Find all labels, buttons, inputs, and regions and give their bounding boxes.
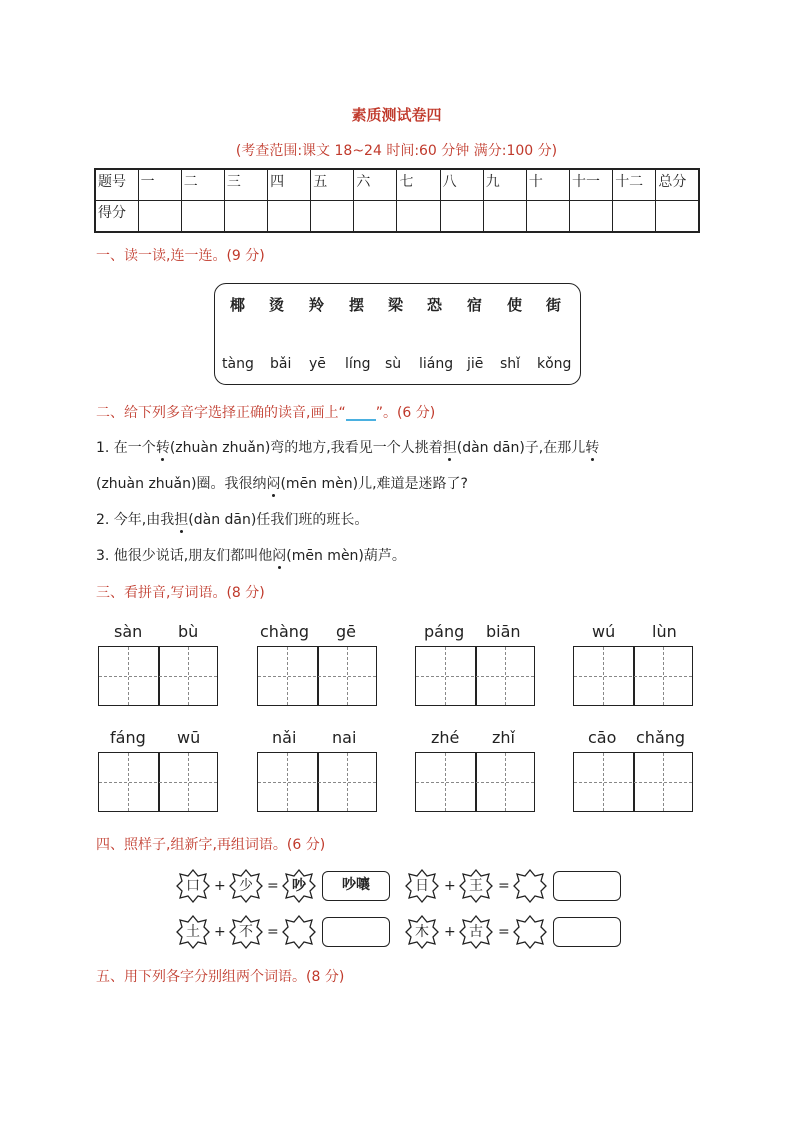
tianzige-box[interactable] (415, 646, 535, 706)
compose-char: 王 (469, 878, 483, 894)
star-shape-char (176, 915, 210, 949)
match-pinyin[interactable]: shǐ (500, 356, 521, 372)
word-pinyin: gē (336, 622, 356, 641)
compose-char: 少 (239, 878, 253, 894)
word-pinyin: bù (178, 622, 199, 641)
match-hanzi[interactable]: 烫 (269, 296, 285, 314)
q1-dotted-char: 担 (442, 440, 457, 456)
equals-sign: = (498, 878, 510, 894)
answer-underline-sample (346, 405, 376, 421)
section-2-heading-post: ”。(6 分) (375, 405, 436, 421)
example-word-box: 吵嚷 (322, 871, 390, 901)
match-pinyin[interactable]: kǒng (537, 356, 572, 372)
star-shape-answer[interactable] (513, 915, 547, 949)
star-shape-answer[interactable] (513, 869, 547, 903)
word-pinyin: wú (592, 622, 616, 641)
score-cell[interactable] (656, 201, 699, 233)
score-cell[interactable] (526, 201, 569, 233)
star-shape-char (176, 869, 210, 903)
score-cell[interactable] (440, 201, 483, 233)
section-4-heading: 四、照样子,组新字,再组词语。(6 分) (96, 837, 326, 853)
q1-dotted-char: 转 (585, 440, 600, 456)
compose-char: 土 (186, 924, 200, 940)
match-pinyin[interactable]: sù (385, 356, 402, 372)
score-table-score-row (95, 201, 699, 233)
word-pinyin: nai (332, 728, 357, 747)
match-pinyin[interactable]: tàng (222, 356, 254, 372)
score-cell[interactable] (224, 201, 267, 233)
word-pinyin: páng (424, 622, 465, 641)
word-pinyin: sàn (114, 622, 143, 641)
score-cell[interactable] (311, 201, 354, 233)
word-pinyin: lùn (652, 622, 677, 641)
compose-char: 木 (415, 924, 429, 940)
star-shape-char (459, 915, 493, 949)
match-box (214, 283, 581, 385)
q1-text: 1. 在一个 (96, 440, 156, 456)
star-shape-char (282, 869, 316, 903)
tianzige-box[interactable] (415, 752, 535, 812)
match-pinyin[interactable]: liáng (419, 356, 454, 372)
score-cell[interactable] (397, 201, 440, 233)
tianzige-box[interactable] (573, 646, 693, 706)
q1-text[interactable]: (mēn mèn)儿,难道是迷路了? (280, 476, 468, 492)
plus-sign: + (444, 924, 456, 940)
plus-sign: + (444, 878, 456, 894)
star-shape-char (229, 869, 263, 903)
score-header-cell: 三 (224, 169, 267, 201)
score-header-cell: 十二 (613, 169, 656, 201)
match-hanzi[interactable]: 梁 (388, 296, 404, 314)
word-pinyin: zhǐ (492, 728, 515, 747)
word-pinyin: fáng (110, 728, 146, 747)
q3-text: 3. 他很少说话,朋友们都叫他 (96, 548, 273, 564)
q1-text[interactable]: (dàn dān)子,在那儿 (456, 440, 586, 456)
section-1-heading: 一、读一读,连一连。(9 分) (96, 248, 265, 264)
tianzige-box[interactable] (98, 646, 218, 706)
answer-word-box[interactable] (322, 917, 390, 947)
score-cell[interactable] (570, 201, 613, 233)
star-shape-char (459, 869, 493, 903)
match-pinyin[interactable]: líng (345, 356, 371, 372)
match-hanzi[interactable]: 使 (507, 296, 523, 314)
score-header-cell: 八 (440, 169, 483, 201)
score-header-cell: 总分 (656, 169, 699, 201)
score-header-cell: 题号 (95, 169, 138, 201)
match-hanzi[interactable]: 宿 (467, 296, 483, 314)
score-header-cell: 五 (311, 169, 354, 201)
score-header-cell: 二 (181, 169, 224, 201)
q1-dotted-char: 闷 (266, 476, 281, 492)
word-pinyin: chàng (260, 622, 310, 641)
q3-dotted-char: 闷 (272, 548, 287, 564)
tianzige-box[interactable] (257, 752, 377, 812)
q3-text[interactable]: (mēn mèn)葫芦。 (286, 548, 406, 564)
compose-char: 口 (186, 878, 200, 894)
score-header-cell: 十 (526, 169, 569, 201)
word-pinyin: cāo (588, 728, 617, 747)
equals-sign: = (267, 878, 279, 894)
polyphone-q1-line2 (96, 473, 716, 493)
tianzige-box[interactable] (98, 752, 218, 812)
match-hanzi[interactable]: 椰 (230, 296, 246, 314)
match-hanzi[interactable]: 摆 (349, 296, 365, 314)
score-row-label: 得分 (95, 201, 138, 233)
match-pinyin[interactable]: jiē (467, 356, 484, 372)
star-shape-char (405, 915, 439, 949)
answer-word-box[interactable] (553, 917, 621, 947)
equals-sign: = (498, 924, 510, 940)
q1-text[interactable]: (zhuàn zhuǎn)弯的地方,我看见一个人挑着 (169, 440, 443, 456)
word-pinyin: wū (177, 728, 201, 747)
match-pinyin[interactable]: yē (309, 356, 326, 372)
score-table (94, 168, 700, 233)
q1-text[interactable]: (zhuàn zhuǎn)圈。我很纳 (96, 476, 267, 492)
score-header-cell: 一 (138, 169, 181, 201)
score-cell[interactable] (483, 201, 526, 233)
score-header-cell: 四 (268, 169, 311, 201)
match-hanzi[interactable]: 街 (546, 296, 562, 314)
score-table-header-row (95, 169, 699, 201)
score-cell[interactable] (181, 201, 224, 233)
match-hanzi[interactable]: 恐 (427, 296, 443, 314)
score-cell[interactable] (354, 201, 397, 233)
compose-char: 古 (469, 924, 483, 940)
page-title: 素质测试卷四 (351, 106, 442, 124)
score-cell[interactable] (268, 201, 311, 233)
score-header-cell: 十一 (570, 169, 613, 201)
plus-sign: + (214, 924, 226, 940)
section-5-heading: 五、用下列各字分别组两个词语。(8 分) (96, 969, 345, 985)
word-pinyin: chǎng (636, 728, 686, 747)
q2-dotted-char: 担 (174, 512, 189, 528)
polyphone-q2 (96, 509, 368, 529)
match-hanzi[interactable]: 羚 (309, 296, 325, 314)
score-header-cell: 七 (397, 169, 440, 201)
compose-char: 日 (415, 878, 429, 894)
equals-sign: = (267, 924, 279, 940)
plus-sign: + (214, 878, 226, 894)
score-cell[interactable] (138, 201, 181, 233)
compose-char: 不 (239, 924, 253, 940)
tianzige-box[interactable] (573, 752, 693, 812)
match-pinyin[interactable]: bǎi (270, 356, 292, 372)
star-shape-char (229, 915, 263, 949)
score-header-cell: 九 (483, 169, 526, 201)
polyphone-q3 (96, 545, 406, 565)
answer-word-box[interactable] (553, 871, 621, 901)
star-shape-answer[interactable] (282, 915, 316, 949)
star-shape-char (405, 869, 439, 903)
tianzige-box[interactable] (257, 646, 377, 706)
score-cell[interactable] (613, 201, 656, 233)
section-2-heading (96, 402, 435, 422)
score-header-cell: 六 (354, 169, 397, 201)
q2-text: 2. 今年,由我 (96, 512, 175, 528)
page-subtitle: (考查范围:课文 18~24 时间:60 分钟 满分:100 分) (235, 143, 558, 159)
q1-dotted-char: 转 (155, 440, 170, 456)
compose-char: 吵 (292, 878, 306, 894)
word-pinyin: zhé (431, 728, 460, 747)
word-pinyin: biān (486, 622, 521, 641)
section-3-heading: 三、看拼音,写词语。(8 分) (96, 585, 265, 601)
q2-text[interactable]: (dàn dān)任我们班的班长。 (188, 512, 369, 528)
section-2-heading-pre: 二、给下列多音字选择正确的读音,画上“ (96, 405, 346, 421)
polyphone-q1-line1 (96, 437, 716, 457)
word-pinyin: nǎi (272, 728, 297, 747)
